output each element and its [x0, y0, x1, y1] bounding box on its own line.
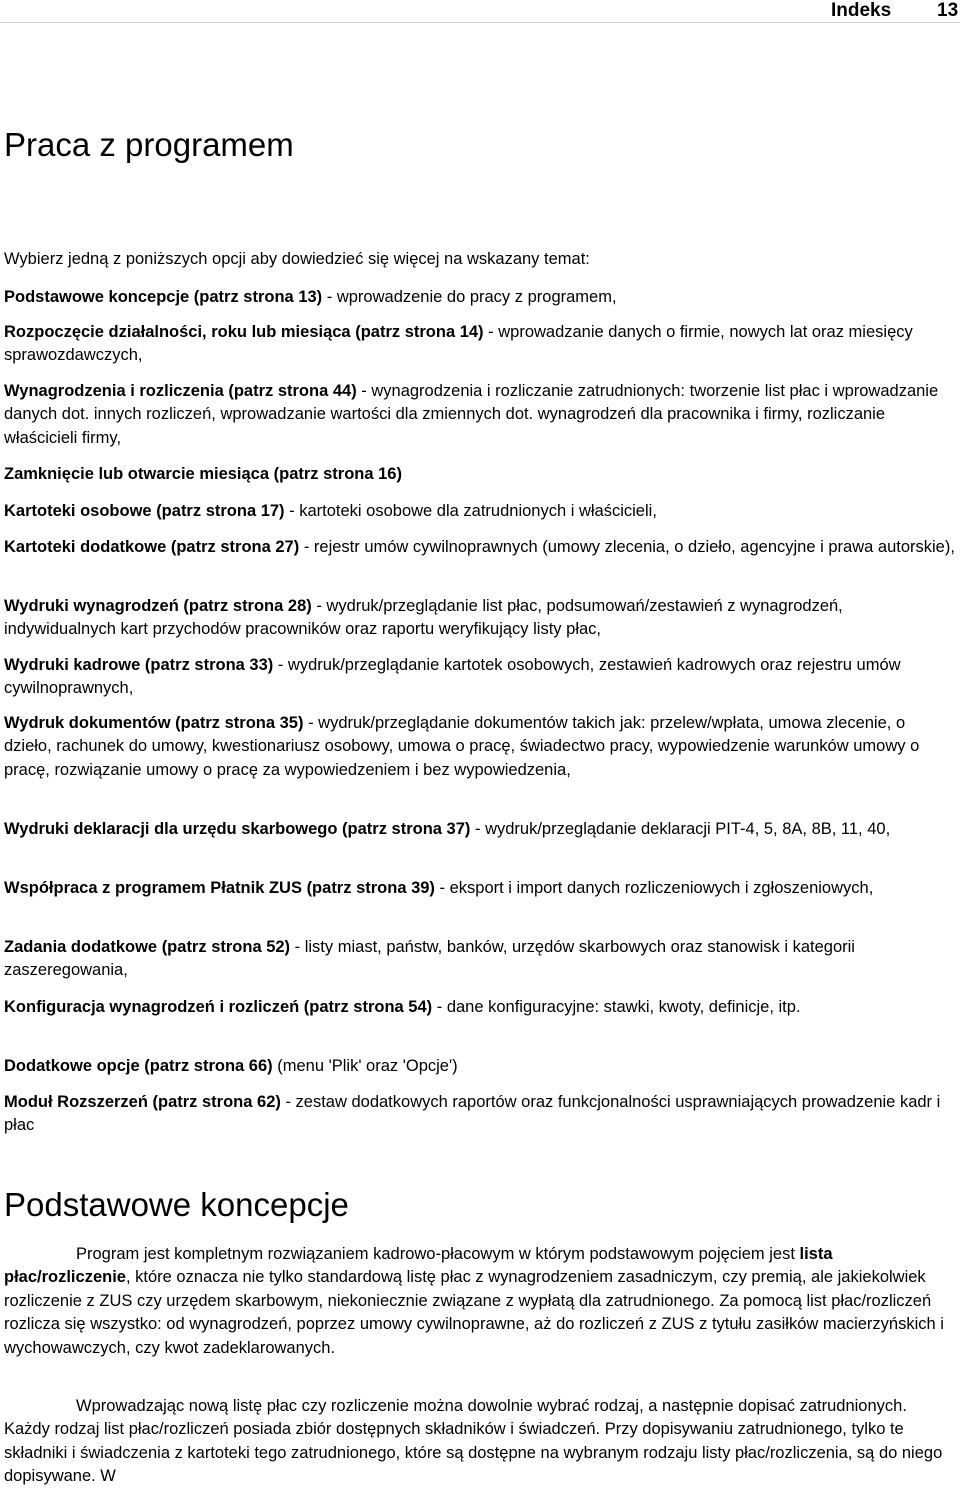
topic-link[interactable]: Kartoteki osobowe (patrz strona 17) [4, 502, 285, 520]
section-title: Podstawowe koncepcje [4, 1186, 349, 1223]
topic-item [4, 996, 956, 1019]
topic-item [4, 321, 956, 368]
body-paragraph: Wprowadzając nową listę płac czy rozliczenie można dowolnie wybrać rodzaj, a następnie dopisać zatrudnionych. Każdy rodzaj list płac/rozliczeń posiada zbiór dostępnych składników i świadczeń. Przy dopisywaniu zatrudnionego, tylko te składniki i świadczenia z kartoteki tego zatrudnionego, które są dostępne na wybranym rodzaju listy płac/rozliczenia, są do niego dopisywane. W [4, 1397, 943, 1486]
topic-desc: - wydruk/przeglądanie deklaracji PIT-4, 5, 8A, 8B, 11, 40, [470, 820, 891, 838]
topic-link[interactable]: Współpraca z programem Płatnik ZUS (patrz strona 39) [4, 879, 435, 897]
topic-link[interactable]: Wydruki deklaracji dla urzędu skarbowego (patrz strona 37) [4, 820, 471, 838]
topic-item [4, 286, 956, 309]
topic-link[interactable]: Zamknięcie lub otwarcie miesiąca (patrz strona 16) [4, 465, 402, 483]
topic-item [4, 1091, 956, 1138]
topic-link[interactable]: Zadania dodatkowe (patrz strona 52) [4, 938, 291, 956]
topic-item [4, 500, 956, 523]
topic-item [4, 818, 956, 841]
topic-desc: - kartoteki osobowe dla zatrudnionych i właścicieli, [284, 502, 657, 520]
topic-item [4, 1055, 956, 1078]
intro-text: Wybierz jedną z poniższych opcji aby dowiedzieć się więcej na wskazany temat: [4, 250, 590, 268]
topic-item [4, 536, 956, 559]
topic-item [4, 654, 956, 701]
topic-link[interactable]: Wydruki wynagrodzeń (patrz strona 28) [4, 597, 312, 615]
topic-desc: - wprowadzanie danych o firmie, nowych lat oraz miesięcy sprawozdawczych, [4, 323, 913, 365]
body-paragraph: Program jest kompletnym rozwiązaniem kadrowo-płacowym w którym podstawowym pojęciem jest lista płac/rozliczenie, które oznacza nie tylko standardową listę płac z wynagrodzeniem zasadniczym, czy premią, ale jakiekolwiek rozliczenie z ZUS czy urzędem skarbowym, niekoniecznie związane z wypłatą dla zatrudnionego. Za pomocą list płac/rozliczeń rozlicza się wszystko: od wynagrodzeń, poprzez umowy cywilnoprawne, aż do rozliczeń z ZUS z tytułu zasiłków macierzyńskich i wychowawczych, czy kwot zadeklarowanych. [4, 1245, 944, 1357]
topic-desc: - wynagrodzenia i rozliczanie zatrudnionych: tworzenie list płac i wprowadzanie danych dot. innych rozliczeń, wprowadzanie wartości dla zmiennych dot. wynagrodzeń dla pracownika i firmy, rozliczanie właścicieli firmy, [4, 382, 939, 447]
topic-desc: - wydruk/przeglądanie list płac, podsumowań/zestawień z wynagrodzeń, indywidualnych kart przychodów pracowników oraz raportu weryfikujący listy płac, [4, 597, 843, 639]
topic-desc: - wydruk/przeglądanie kartotek osobowych, zestawień kadrowych oraz rejestru umów cywilnoprawnych, [4, 656, 901, 698]
topic-desc: - zestaw dodatkowych raportów oraz funkcjonalności usprawniających prowadzenie kadr i płac [4, 1093, 941, 1135]
topic-link[interactable]: Wydruki kadrowe (patrz strona 33) [4, 656, 274, 674]
topic-desc: (menu 'Plik' oraz 'Opcje') [272, 1057, 458, 1075]
topic-desc: - dane konfiguracyjne: stawki, kwoty, definicje, itp. [432, 998, 801, 1016]
page-number: 13 [937, 0, 959, 21]
topic-link[interactable]: Dodatkowe opcje (patrz strona 66) [4, 1057, 273, 1075]
topic-link[interactable]: Wydruk dokumentów (patrz strona 35) [4, 714, 304, 732]
topic-item [4, 380, 956, 450]
page-header [0, 0, 960, 23]
topic-link[interactable]: Podstawowe koncepcje (patrz strona 13) [4, 288, 323, 306]
header-title: Indeks [831, 0, 892, 21]
topic-item [4, 877, 956, 900]
topic-link[interactable]: Konfiguracja wynagrodzeń i rozliczeń (patrz strona 54) [4, 998, 433, 1016]
topic-link[interactable]: Moduł Rozszerzeń (patrz strona 62) [4, 1093, 281, 1111]
topic-link[interactable]: Wynagrodzenia i rozliczenia (patrz strona 44) [4, 382, 357, 400]
topic-link[interactable]: Kartoteki dodatkowe (patrz strona 27) [4, 538, 300, 556]
topic-desc: - wprowadzenie do pracy z programem, [322, 288, 617, 306]
topic-desc: - eksport i import danych rozliczeniowych i zgłoszeniowych, [434, 879, 874, 897]
section-title: Praca z programem [4, 126, 294, 163]
topic-desc: - wydruk/przeglądanie dokumentów takich jak: przelew/wpłata, umowa zlecenie, o dzieło, rachunek do umowy, kwestionariusz osobowy, umowa o pracę, świadectwo pracy, wypowiedzenie warunków umowy o pracę, rozwiązanie umowy o pracę za wypowiedzeniem i bez wypowiedzenia, [4, 714, 920, 779]
topic-desc: - listy miast, państw, banków, urzędów skarbowych oraz stanowisk i kategorii zaszeregowania, [4, 938, 855, 980]
topic-item [4, 712, 956, 782]
topic-item [4, 595, 956, 642]
topic-item [4, 936, 956, 983]
topic-desc: - rejestr umów cywilnoprawnych (umowy zlecenia, o dzieło, agencyjne i prawa autorskie), [299, 538, 955, 556]
topic-item [4, 463, 956, 486]
topic-link[interactable]: Rozpoczęcie działalności, roku lub miesiąca (patrz strona 14) [4, 323, 484, 341]
key-term: lista płac/rozliczenie [4, 1245, 833, 1287]
